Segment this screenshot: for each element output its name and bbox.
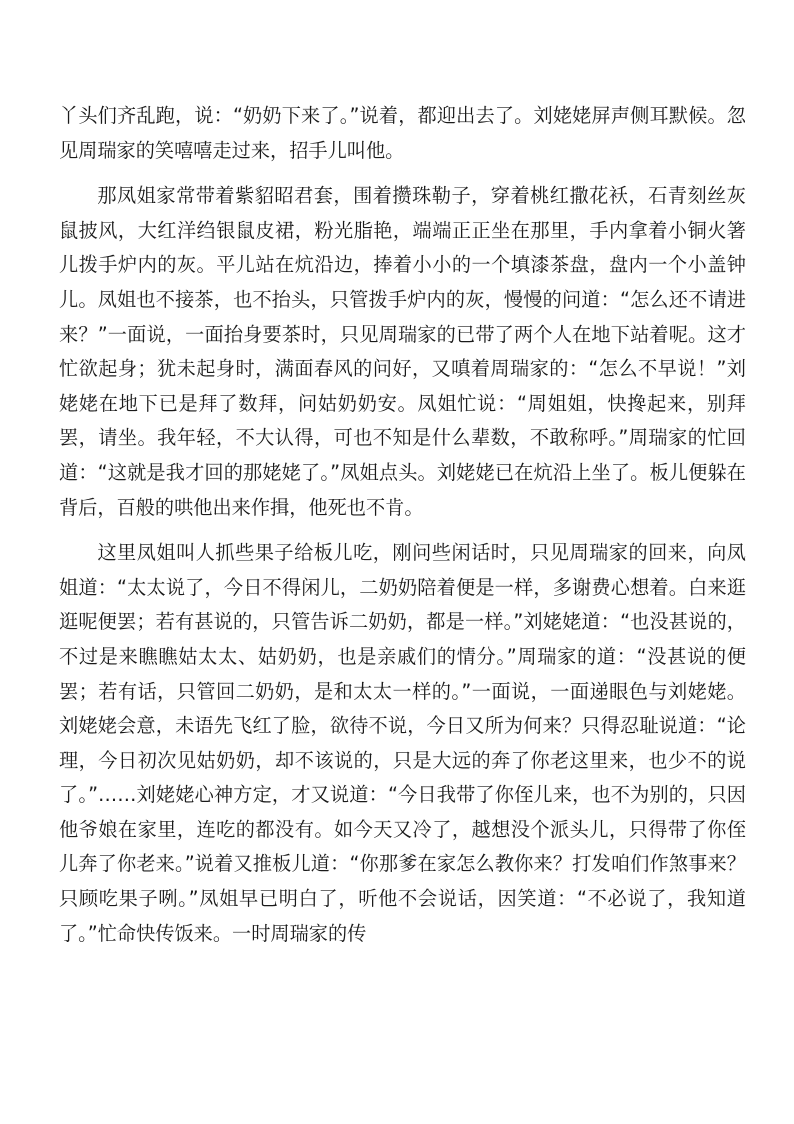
- paragraph-1: 丫头们齐乱跑，说：“奶奶下来了。”说着，都迎出去了。刘姥姥屏声侧耳默候。忽见周瑞家的笑嘻嘻走过来，招手儿叫他。: [59, 104, 746, 162]
- paragraph-2: 那凤姐家常带着紫貂昭君套，围着攒珠勒子，穿着桃红撒花袄，石青刻丝灰鼠披风，大红洋绉银鼠皮裙，粉光脂艳，端端正正坐在那里，手内拿着小铜火箸儿拨手炉内的灰。平儿站在炕沿边，捧着小小的一个填漆茶盘，盘内一个小盖钟儿。凤姐也不接茶，也不抬头，只管拨手炉内的灰，慢慢的问道：“怎么还不请进来？”一面说，一面抬身要茶时，只见周瑞家的已带了两个人在地下站着呢。这才忙欲起身；犹未起身时，满面春风的问好，又嗔着周瑞家的：“怎么不早说！”刘姥姥在地下已是拜了数拜，问姑奶奶安。凤姐忙说：“周姐姐，快搀起来，别拜罢，请坐。我年轻，不大认得，可也不知是什么辈数，不敢称呼。”周瑞家的忙回道：“这就是我才回的那姥姥了。”凤姐点头。刘姥姥已在炕沿上坐了。板儿便躲在背后，百般的哄他出来作揖，他死也不肯。: [59, 184, 746, 519]
- paragraph-3: 这里凤姐叫人抓些果子给板儿吃，刚问些闲话时，只见周瑞家的回来，向凤姐道：“太太说了，今日不得闲儿，二奶奶陪着便是一样，多谢费心想着。白来逛逛呢便罢；若有甚说的，只管告诉二奶奶，都是一样。”刘姥姥道：“也没甚说的，不过是来瞧瞧姑太太、姑奶奶，也是亲戚们的情分。”周瑞家的道：“没甚说的便罢；若有话，只管回二奶奶，是和太太一样的。”一面说，一面递眼色与刘姥姥。刘姥姥会意，未语先飞红了脸，欲待不说，今日又所为何来？只得忍耻说道：“论理，今日初次见姑奶奶，却不该说的，只是大远的奔了你老这里来，也少不的说了。”……刘姥姥心神方定，才又说道：“今日我带了你侄儿来，也不为别的，只因他爷娘在家里，连吃的都没有。如今天又冷了，越想没个派头儿，只得带了你侄儿奔了你老来。”说着又推板儿道：“你那爹在家怎么教你来？打发咱们作煞事来？只顾吃果子咧。”凤姐早已明白了，听他不会说话，因笑道：“不必说了，我知道了。”忙命快传饭来。一时周瑞家的传: [59, 541, 746, 945]
